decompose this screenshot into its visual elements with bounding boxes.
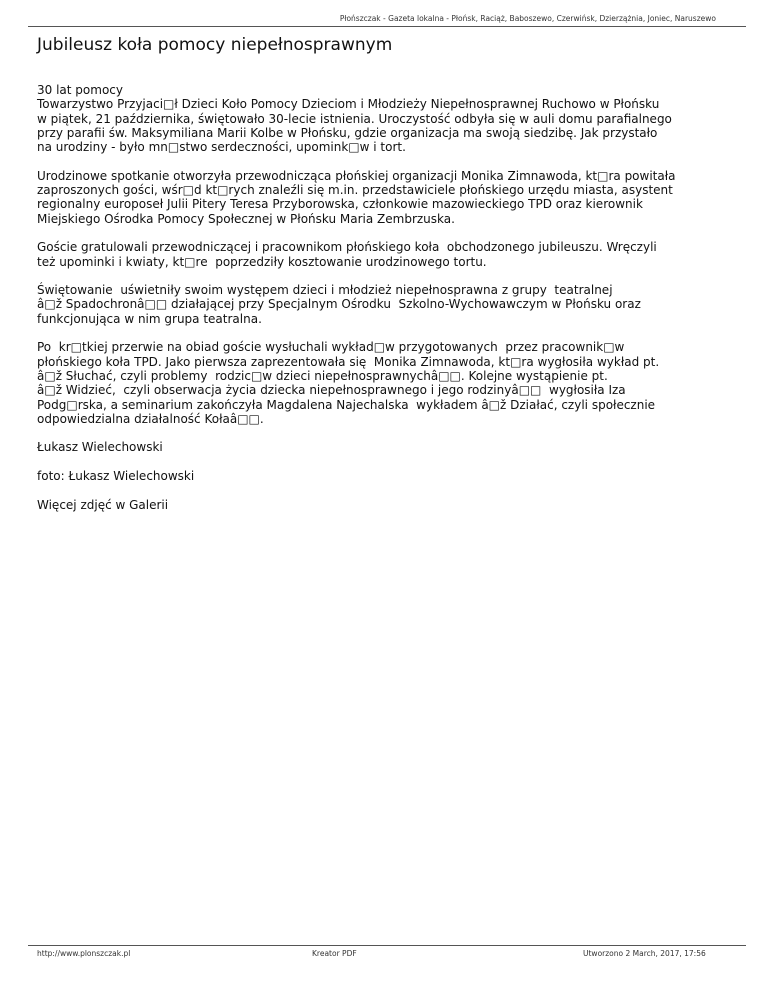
article-paragraph-performance: Świętowanie uświetniły swoim występem dzieci i młodzież niepełnosprawna z grupy teatralnej â□ž Spadochronâ□□ działającej przy Specjalnym Ośrodku Szkolno-Wychowawczym w Płońsku oraz funkcjonująca w nim grupa teatralna.: [37, 283, 641, 326]
footer-site-url[interactable]: http://www.plonszczak.pl: [37, 949, 131, 958]
page-header-caption: Płońszczak - Gazeta lokalna - Płońsk, Raciąż, Baboszewo, Czerwińsk, Dzierzążnia, Joniec, Naruszewo: [339, 14, 716, 23]
header-divider: [28, 26, 746, 27]
article-paragraph-opening: Urodzinowe spotkanie otworzyła przewodnicząca płońskiej organizacji Monika Zimnawoda, kt□ra powitała zaproszonych gości, wśr□d kt□rych znaleźli się m.in. przedstawiciele płońskiego urzędu miasta, asystent regionalny europoseł Julii Pitery Teresa Przyborowska, członkowie mazowieckiego TPD oraz kierownik Miejskiego Ośrodka Pomocy Społecznej w Płońsku Maria Zembrzuska.: [37, 168, 676, 226]
photo-credit: foto: Łukasz Wielechowski: [37, 469, 195, 484]
footer-created-date: Utworzono 2 March, 2017, 17:56: [583, 949, 706, 958]
article-author: Łukasz Wielechowski: [37, 440, 163, 455]
article-paragraph-lectures: Po kr□tkiej przerwie na obiad goście wysłuchali wykład□w przygotowanych przez pracownik□w płońskiego koła TPD. Jako pierwsza zaprezentowała się Monika Zimnawoda, kt□ra wygłosiła wykład pt. â□ž Słuchać, czyli problemy rodzic□w dzieci niepełnosprawnychâ□□. Kolejne wystąpienie pt. â□ž Widzieć, czyli obserwacja życia dziecka niepełnosprawnego i jego rodzinyâ□□ wygłosiła Iza Podg□rska, a seminarium zakończyła Magdalena Najechalska wykładem â□ž Działać, czyli społecznie odpowiedzialna działalność Kołaâ□□.: [37, 340, 660, 426]
gallery-link[interactable]: Więcej zdjęć w Galerii: [37, 497, 169, 512]
footer-divider: [28, 945, 746, 946]
article-body: [37, 83, 742, 526]
article-paragraph-intro: 30 lat pomocy Towarzystwo Przyjaci□ł Dzieci Koło Pomocy Dzieciom i Młodzieży Niepełnosprawnej Ruchowo w Płońsku w piątek, 21 października, świętowało 30-lecie istnienia. Uroczystość odbyła się w auli domu parafialnego przy parafii św. Maksymiliana Marii Kolbe w Płońsku, gdzie organizacja ma swoją siedzibę. Jak przystało na urodziny - było mn□stwo serdeczności, upomink□w i tort.: [37, 83, 672, 155]
article-title: Jubileusz koła pomocy niepełnosprawnym: [37, 35, 393, 55]
article-paragraph-gifts: Goście gratulowali przewodniczącej i pracownikom płońskiego koła obchodzonego jubileuszu. Wręczyli też upominki i kwiaty, kt□re poprzedziły kosztowanie urodzinowego tortu.: [37, 240, 657, 269]
footer-generator: Kreator PDF: [312, 949, 357, 958]
